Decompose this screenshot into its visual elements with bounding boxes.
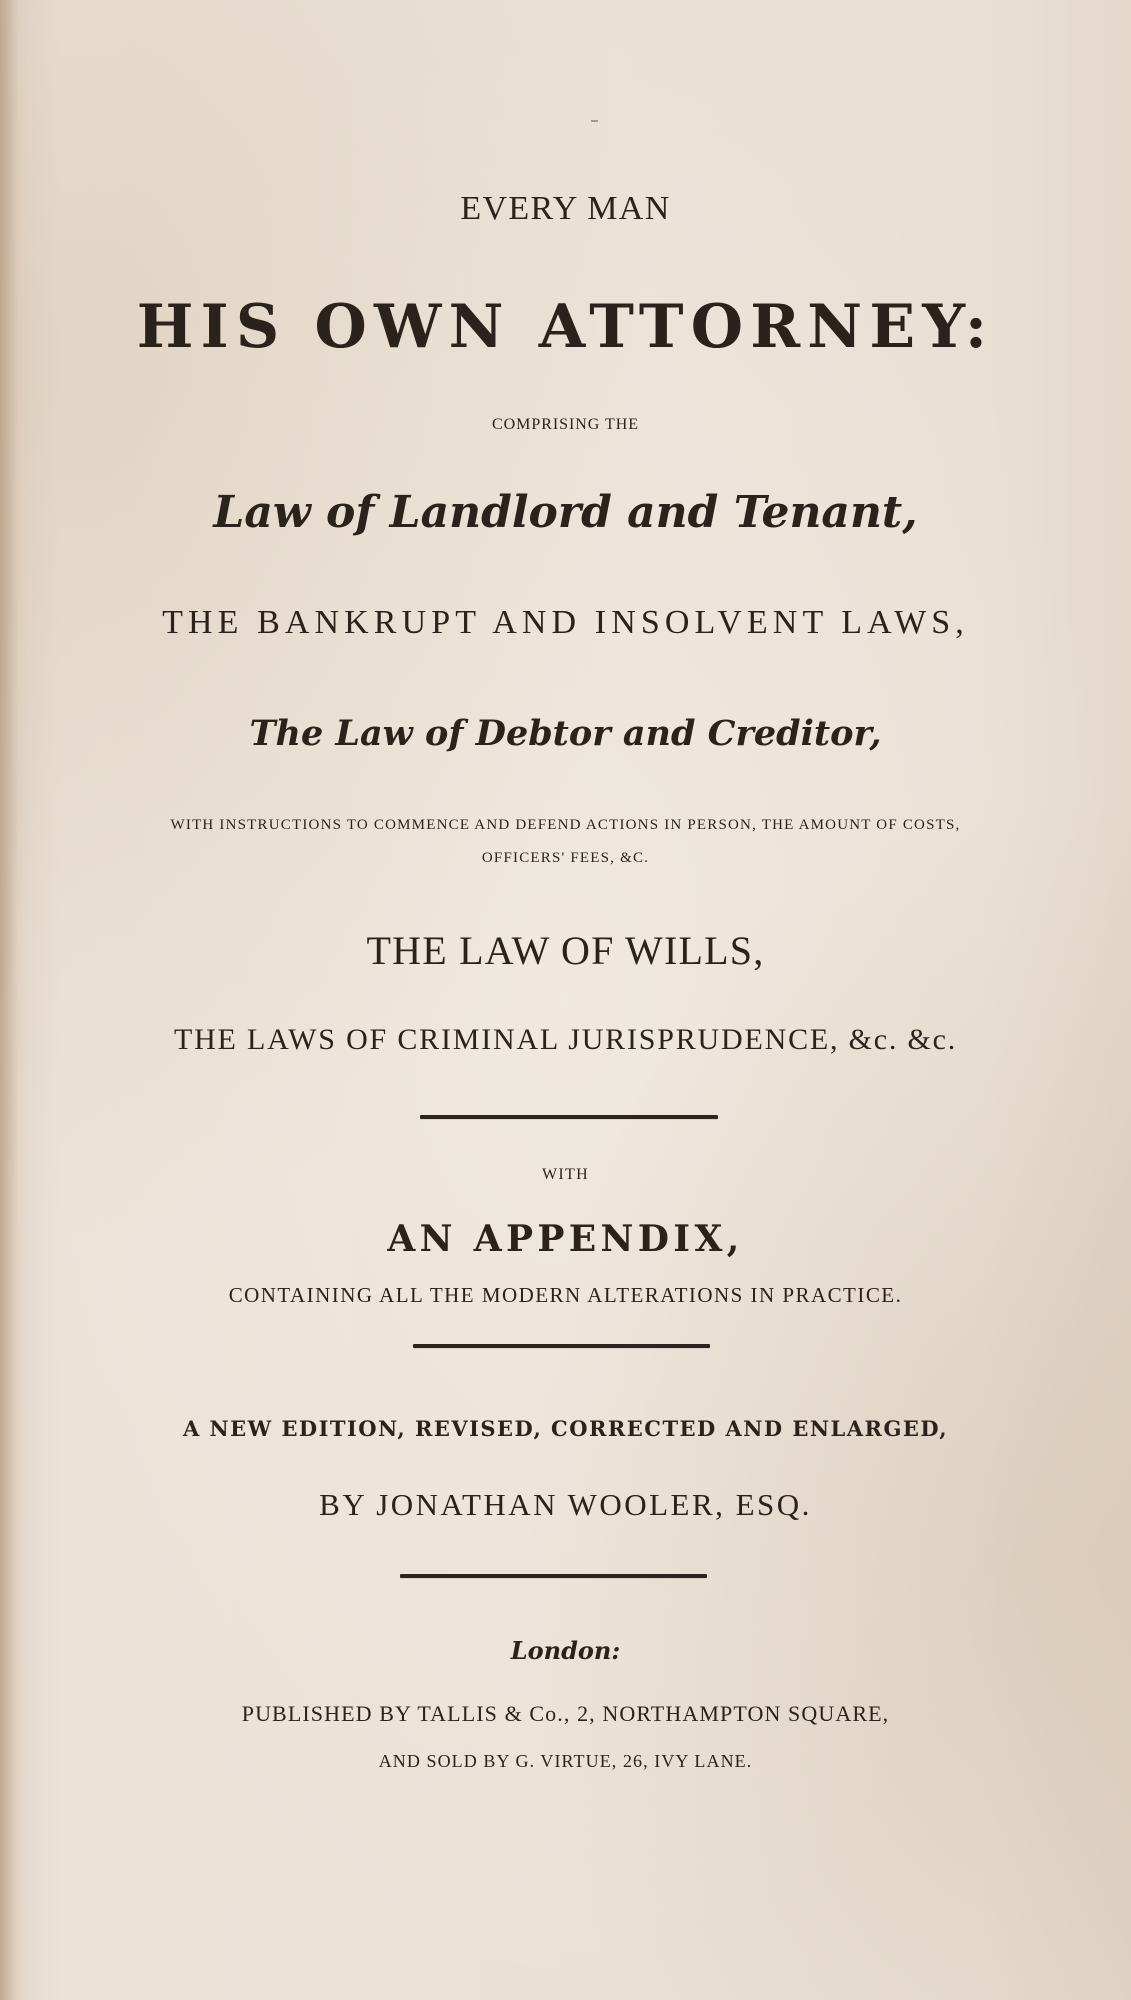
subtitle-landlord-tenant: Law of Landlord and Tenant, <box>213 487 918 538</box>
subtitle-bankrupt-laws: THE BANKRUPT AND INSOLVENT LAWS, <box>162 604 969 641</box>
edition-statement: A NEW EDITION, REVISED, CORRECTED AND ENLARGED, <box>182 1416 949 1441</box>
author-line: BY JONATHAN WOOLER, ESQ. <box>319 1487 812 1522</box>
main-title: HIS OWN ATTORNEY: <box>136 292 995 362</box>
place-of-publication: London: <box>510 1636 621 1665</box>
appendix-heading: AN APPENDIX, <box>387 1218 744 1260</box>
title-line-every-man: EVERY MAN <box>460 190 671 227</box>
subtitle-criminal-jurisprudence: THE LAWS OF CRIMINAL JURISPRUDENCE, &c. &c. <box>173 1023 958 1056</box>
appendix-description: CONTAINING ALL THE MODERN ALTERATIONS IN PRACTICE. <box>228 1283 903 1307</box>
paper-speck <box>591 120 598 122</box>
instructions-line-1: WITH INSTRUCTIONS TO COMMENCE AND DEFEND ACTIONS IN PERSON, THE AMOUNT OF COSTS, <box>170 817 961 833</box>
decorative-rule-3 <box>400 1574 707 1578</box>
instructions-line-2: OFFICERS' FEES, &C. <box>481 850 650 866</box>
seller-line: AND SOLD BY G. VIRTUE, 26, IVY LANE. <box>378 1751 753 1771</box>
with-label: WITH <box>542 1166 589 1183</box>
subtitle-law-of-wills: THE LAW OF WILLS, <box>366 928 765 973</box>
subtitle-comprising: COMPRISING THE <box>492 416 639 433</box>
decorative-rule-2 <box>413 1344 710 1348</box>
publisher-line: PUBLISHED BY TALLIS & Co., 2, NORTHAMPTON SQUARE, <box>241 1701 890 1726</box>
decorative-rule-1 <box>420 1115 718 1119</box>
subtitle-debtor-creditor: The Law of Debtor and Creditor, <box>249 713 882 754</box>
